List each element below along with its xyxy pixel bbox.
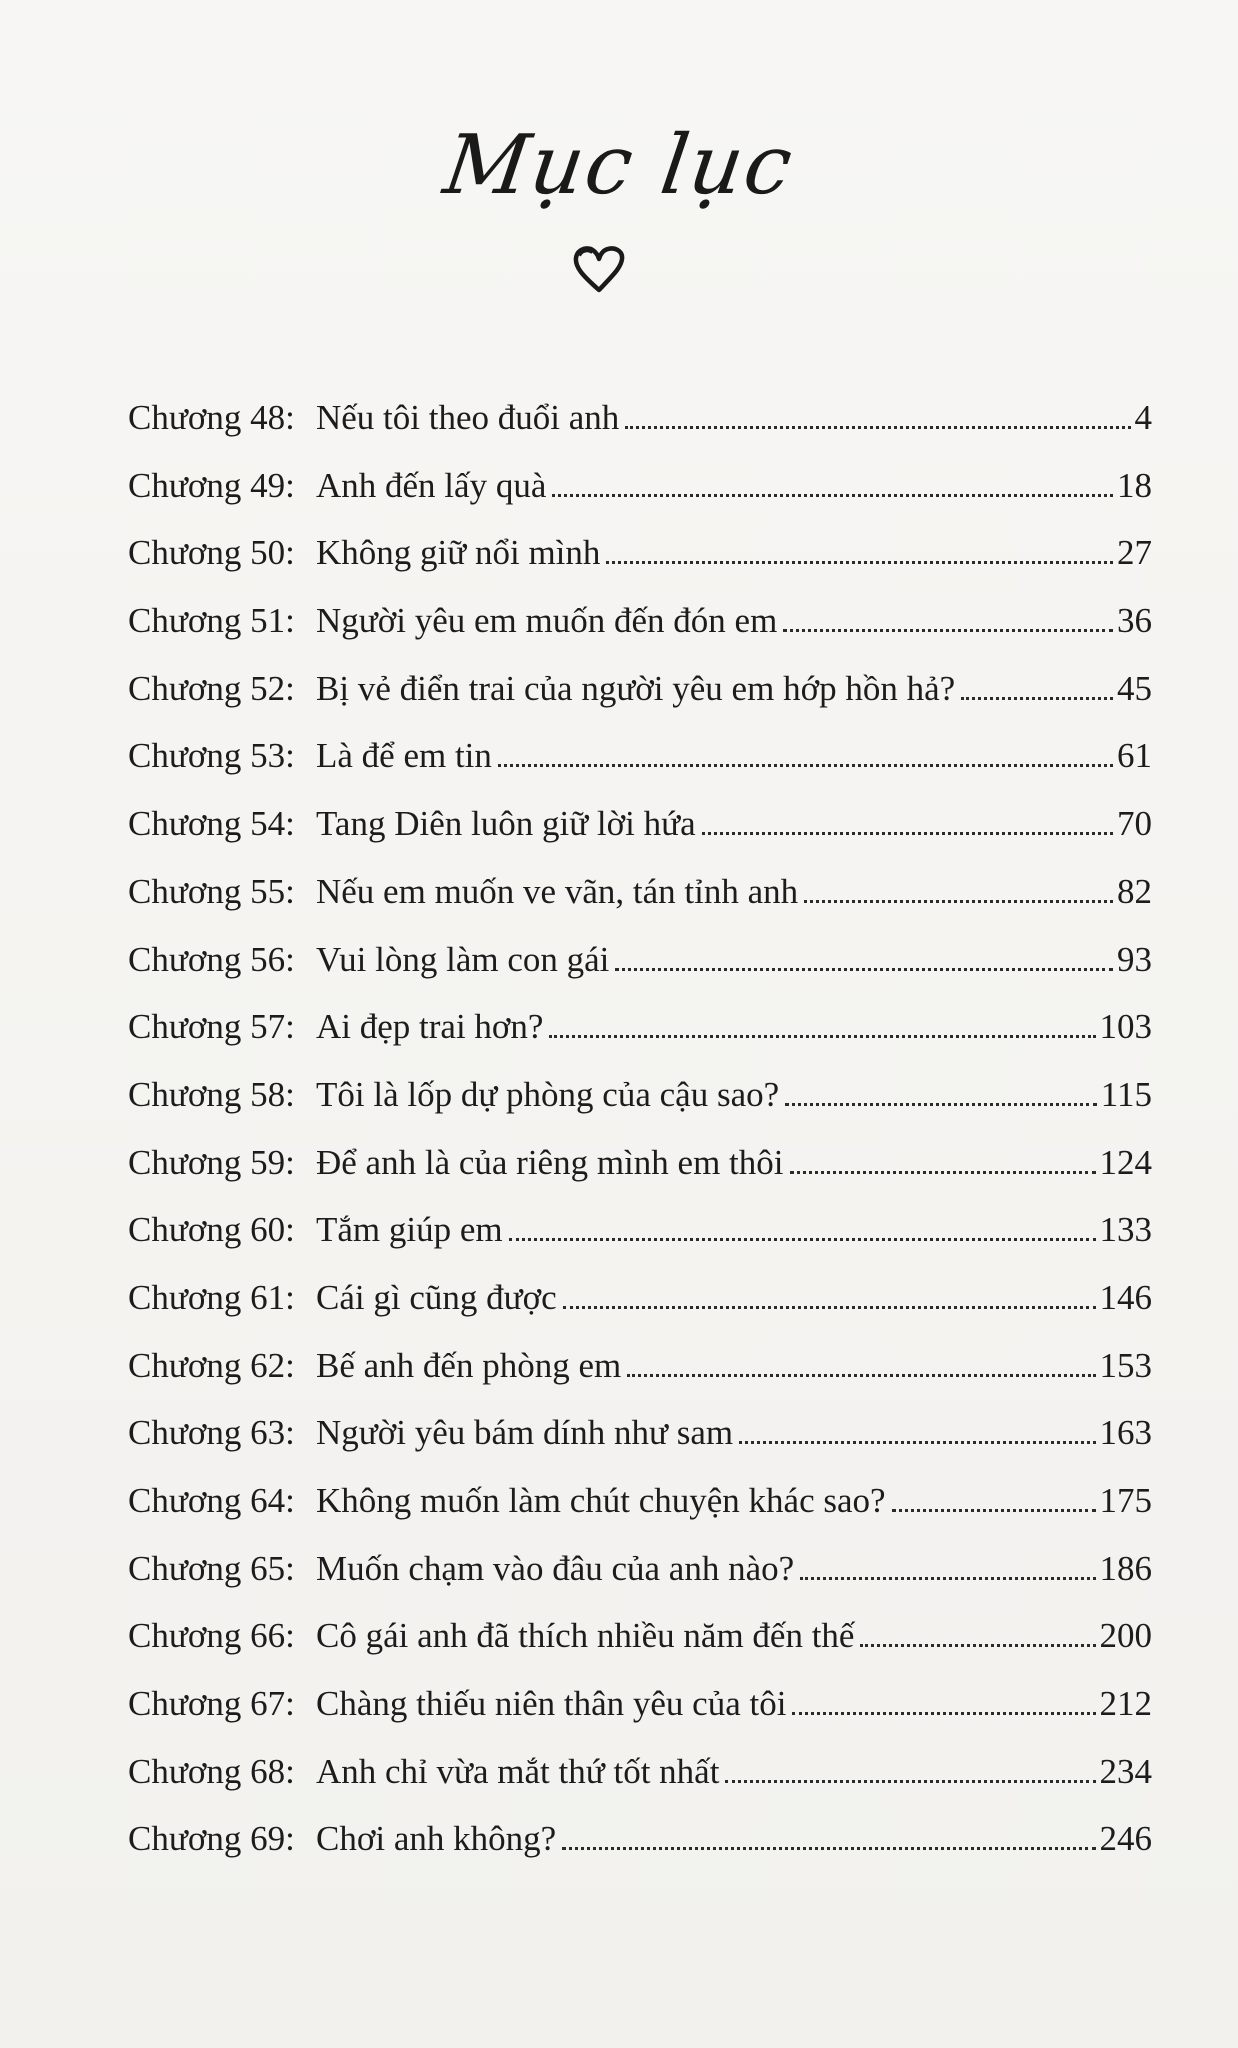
chapter-number: Chương 49: (128, 465, 295, 505)
chapter-title: Tang Diên luôn giữ lời hứa (316, 804, 696, 844)
heart-icon (572, 245, 626, 295)
page-number: 103 (1099, 1007, 1152, 1047)
chapter-number: Chương 63: (128, 1413, 295, 1453)
page-number: 70 (1117, 804, 1152, 844)
chapter-number: Chương 67: (128, 1684, 295, 1724)
chapter-title: Vui lòng làm con gái (316, 939, 610, 979)
chapter-number: Chương 52: (128, 668, 295, 708)
page-number: 93 (1117, 939, 1152, 979)
chapter-title: Nếu em muốn ve vãn, tán tỉnh anh (316, 871, 799, 911)
page-number: 27 (1117, 533, 1152, 573)
dot-leader (615, 968, 1113, 971)
page-number: 186 (1099, 1548, 1152, 1588)
chapter-number: Chương 64: (128, 1481, 295, 1520)
page-title: Mục lục (438, 118, 800, 213)
page-number: 45 (1117, 668, 1152, 708)
toc-entry (128, 1752, 1152, 1820)
dot-leader (552, 494, 1113, 497)
toc-entry (128, 1075, 1152, 1143)
chapter-number: Chương 53: (128, 736, 295, 776)
dot-leader (625, 426, 1130, 429)
page-number: 246 (1099, 1819, 1152, 1859)
chapter-title: Ai đẹp trai hơn? (316, 1007, 544, 1047)
dot-leader (562, 1847, 1095, 1850)
chapter-title: Chơi anh không? (316, 1819, 557, 1859)
toc-entry (128, 533, 1152, 601)
dot-leader (498, 764, 1113, 767)
page-number: 200 (1099, 1616, 1152, 1656)
chapter-number: Chương 68: (128, 1751, 295, 1791)
chapter-title: Là để em tin (316, 736, 492, 776)
chapter-title: Anh đến lấy quà (316, 465, 547, 505)
toc-entry (128, 872, 1152, 940)
dot-leader (627, 1374, 1095, 1377)
page-number: 234 (1099, 1751, 1152, 1791)
toc-entry (128, 466, 1152, 534)
dot-leader (783, 629, 1113, 632)
dot-leader (790, 1171, 1096, 1174)
dot-leader (739, 1441, 1095, 1444)
dot-leader (792, 1712, 1095, 1715)
chapter-title: Muốn chạm vào đâu của anh nào? (316, 1548, 795, 1588)
dot-leader (804, 900, 1113, 903)
chapter-number: Chương 60: (128, 1210, 295, 1250)
chapter-number: Chương 61: (128, 1277, 295, 1317)
chapter-title: Chàng thiếu niên thân yêu của tôi (316, 1684, 787, 1724)
chapter-title: Bị vẻ điển trai của người yêu em hớp hồn hả? (316, 668, 956, 708)
toc-entry (128, 1684, 1152, 1752)
chapter-title: Anh chỉ vừa mắt thứ tốt nhất (316, 1751, 720, 1791)
page-number: 61 (1117, 736, 1152, 776)
page-number: 18 (1117, 465, 1152, 505)
page-number: 133 (1099, 1210, 1152, 1250)
toc-entry (128, 398, 1152, 466)
toc-entry (128, 1549, 1152, 1617)
dot-leader (860, 1644, 1095, 1647)
chapter-title: Người yêu bám dính như sam (316, 1413, 734, 1453)
chapter-number: Chương 56: (128, 939, 295, 979)
dot-leader (725, 1780, 1095, 1783)
chapter-title: Nếu tôi theo đuổi anh (316, 398, 620, 437)
page-number: 115 (1100, 1074, 1152, 1114)
toc-entry (128, 1210, 1152, 1278)
dot-leader (702, 832, 1113, 835)
dot-leader (785, 1103, 1097, 1106)
chapter-number: Chương 54: (128, 804, 295, 844)
chapter-number: Chương 50: (128, 533, 295, 573)
toc-entry (128, 1346, 1152, 1414)
chapter-title: Không giữ nổi mình (316, 533, 601, 573)
toc-entry (128, 1278, 1152, 1346)
page-number: 36 (1117, 601, 1152, 641)
chapter-number: Chương 69: (128, 1819, 295, 1859)
toc-entry (128, 1413, 1152, 1481)
chapter-title: Cô gái anh đã thích nhiều năm đến thế (316, 1616, 855, 1656)
page-number: 175 (1099, 1481, 1152, 1520)
toc-entry (128, 669, 1152, 737)
toc-entry (128, 1616, 1152, 1684)
chapter-number: Chương 51: (128, 601, 295, 641)
page-number: 153 (1099, 1345, 1152, 1385)
chapter-title: Cái gì cũng được (316, 1277, 557, 1317)
chapter-title: Tôi là lốp dự phòng của cậu sao? (316, 1074, 780, 1114)
toc-entry (128, 804, 1152, 872)
page-number: 212 (1099, 1684, 1152, 1724)
chapter-title: Để anh là của riêng mình em thôi (316, 1142, 784, 1182)
dot-leader (606, 561, 1113, 564)
chapter-number: Chương 55: (128, 871, 295, 911)
toc-entry (128, 940, 1152, 1008)
toc-entry (128, 1819, 1152, 1887)
toc-entry (128, 1007, 1152, 1075)
page-number: 4 (1134, 398, 1152, 437)
toc-entry (128, 601, 1152, 669)
chapter-number: Chương 62: (128, 1345, 295, 1385)
dot-leader (509, 1238, 1096, 1241)
chapter-title: Không muốn làm chút chuyện khác sao? (316, 1481, 886, 1520)
chapter-number: Chương 57: (128, 1007, 295, 1047)
toc-entry (128, 1143, 1152, 1211)
chapter-title: Người yêu em muốn đến đón em (316, 601, 778, 641)
dot-leader (892, 1509, 1096, 1512)
chapter-title: Bế anh đến phòng em (316, 1345, 622, 1385)
chapter-number: Chương 48: (128, 398, 295, 437)
toc-entry (128, 1481, 1152, 1549)
dot-leader (549, 1035, 1095, 1038)
chapter-number: Chương 59: (128, 1142, 295, 1182)
page-number: 82 (1117, 871, 1152, 911)
chapter-number: Chương 58: (128, 1074, 295, 1114)
chapter-number: Chương 66: (128, 1616, 295, 1656)
chapter-number: Chương 65: (128, 1548, 295, 1588)
dot-leader (961, 697, 1113, 700)
page-number: 124 (1099, 1142, 1152, 1182)
page-number: 163 (1099, 1413, 1152, 1453)
dot-leader (563, 1306, 1096, 1309)
chapter-title: Tắm giúp em (316, 1210, 503, 1250)
toc-entry (128, 736, 1152, 804)
table-of-contents (128, 398, 1152, 1887)
page-number: 146 (1099, 1277, 1152, 1317)
dot-leader (800, 1577, 1095, 1580)
